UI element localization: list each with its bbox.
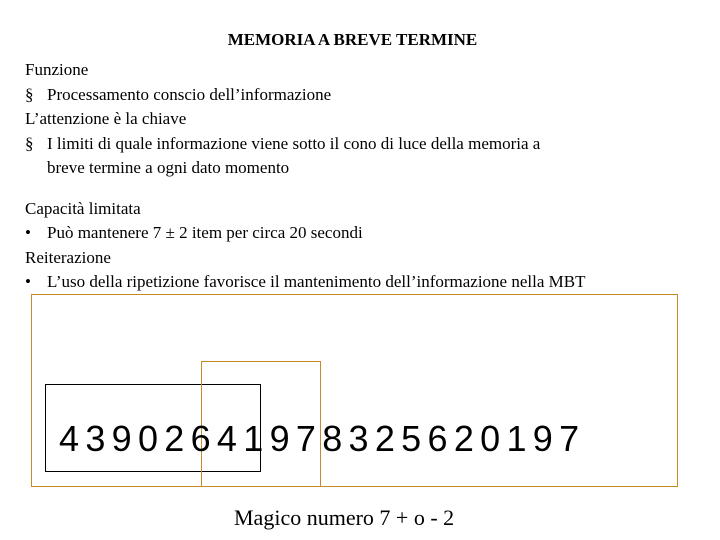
bullet-item (25, 270, 705, 295)
bullet-item (25, 132, 705, 157)
heading-reiterazione: Reiterazione (25, 247, 111, 267)
dot-bullet-icon: • (25, 272, 31, 291)
bullet-text: L’uso della ripetizione favorisce il mantenimento dell’informazione nella MBT (47, 272, 586, 291)
bullet-item (25, 221, 705, 246)
bullet-text-continuation: breve termine a ogni dato momento (47, 158, 290, 177)
caption: Magico numero 7 + o - 2 (234, 505, 455, 530)
bullet-text: I limiti di quale informazione viene sotto il cono di luce della memoria a (47, 133, 541, 153)
bullet-item (25, 83, 705, 108)
heading-attenzione: L’attenzione è la chiave (25, 109, 187, 128)
digit-sequence: 43902641978325620197 (59, 418, 586, 459)
square-bullet-icon: § (25, 133, 34, 153)
square-bullet-icon: § (25, 84, 34, 104)
bullet-text: Può mantenere 7 ± 2 item per circa 20 secondi (47, 223, 363, 242)
heading-funzione: Funzione (25, 60, 89, 79)
bullet-text: Processamento conscio dell’informazione (47, 84, 332, 104)
page-title: MEMORIA A BREVE TERMINE (227, 30, 478, 49)
heading-capacita: Capacità limitata (25, 198, 141, 218)
dot-bullet-icon: • (25, 223, 31, 242)
text-content (25, 58, 705, 295)
